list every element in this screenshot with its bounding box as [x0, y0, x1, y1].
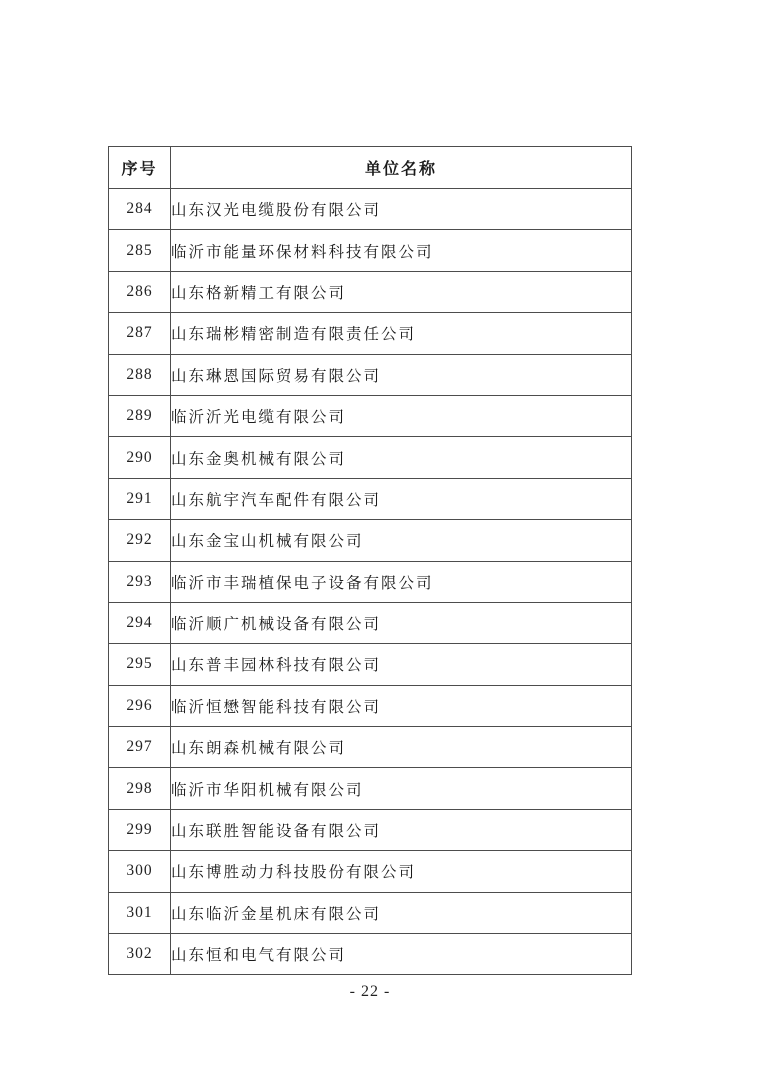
- row-number-cell: 286: [109, 271, 171, 312]
- table-row: [109, 395, 632, 436]
- table-row: [109, 892, 632, 933]
- company-name-cell: 临沂沂光电缆有限公司: [171, 395, 632, 436]
- table-row: [109, 727, 632, 768]
- company-name-cell: 山东格新精工有限公司: [171, 271, 632, 312]
- row-number-cell: 287: [109, 313, 171, 354]
- row-number-cell: 300: [109, 851, 171, 892]
- table-row: [109, 602, 632, 643]
- company-name-cell: 山东朗森机械有限公司: [171, 727, 632, 768]
- company-name-cell: 山东联胜智能设备有限公司: [171, 809, 632, 850]
- table-row: [109, 685, 632, 726]
- row-number-cell: 299: [109, 809, 171, 850]
- row-number-cell: 290: [109, 437, 171, 478]
- page-number: - 22 -: [349, 983, 391, 1000]
- company-name-cell: 山东金宝山机械有限公司: [171, 520, 632, 561]
- row-number-cell: 294: [109, 602, 171, 643]
- table-row: [109, 561, 632, 602]
- company-name-cell: 山东恒和电气有限公司: [171, 934, 632, 975]
- row-number-cell: 298: [109, 768, 171, 809]
- company-name-cell: 山东博胜动力科技股份有限公司: [171, 851, 632, 892]
- table-row: [109, 934, 632, 975]
- row-number-cell: 302: [109, 934, 171, 975]
- company-name-cell: 临沂市丰瑞植保电子设备有限公司: [171, 561, 632, 602]
- company-name-cell: 临沂市能量环保材料科技有限公司: [171, 230, 632, 271]
- row-number-cell: 292: [109, 520, 171, 561]
- company-name-cell: 临沂恒懋智能科技有限公司: [171, 685, 632, 726]
- column-header-serial-number: 序号: [109, 147, 171, 189]
- company-name-cell: 山东航宇汽车配件有限公司: [171, 478, 632, 519]
- table-row: [109, 271, 632, 312]
- company-name-cell: 临沂顺广机械设备有限公司: [171, 602, 632, 643]
- row-number-cell: 288: [109, 354, 171, 395]
- table-row: [109, 230, 632, 271]
- company-name-cell: 临沂市华阳机械有限公司: [171, 768, 632, 809]
- company-name-cell: 山东汉光电缆股份有限公司: [171, 189, 632, 230]
- company-table: [108, 146, 632, 975]
- company-name-cell: 山东临沂金星机床有限公司: [171, 892, 632, 933]
- row-number-cell: 284: [109, 189, 171, 230]
- row-number-cell: 285: [109, 230, 171, 271]
- company-name-cell: 山东瑞彬精密制造有限责任公司: [171, 313, 632, 354]
- row-number-cell: 295: [109, 644, 171, 685]
- row-number-cell: 296: [109, 685, 171, 726]
- company-name-cell: 山东金奥机械有限公司: [171, 437, 632, 478]
- company-name-cell: 山东琳恩国际贸易有限公司: [171, 354, 632, 395]
- table-row: [109, 809, 632, 850]
- row-number-cell: 293: [109, 561, 171, 602]
- table-row: [109, 520, 632, 561]
- row-number-cell: 289: [109, 395, 171, 436]
- table-row: [109, 644, 632, 685]
- table-row: [109, 851, 632, 892]
- table-row: [109, 768, 632, 809]
- table-row: [109, 437, 632, 478]
- table-row: [109, 189, 632, 230]
- row-number-cell: 301: [109, 892, 171, 933]
- company-name-cell: 山东普丰园林科技有限公司: [171, 644, 632, 685]
- table-row: [109, 313, 632, 354]
- table-row: [109, 354, 632, 395]
- table-header-row: [109, 147, 632, 189]
- row-number-cell: 291: [109, 478, 171, 519]
- table-row: [109, 478, 632, 519]
- column-header-unit-name: 单位名称: [171, 147, 632, 189]
- row-number-cell: 297: [109, 727, 171, 768]
